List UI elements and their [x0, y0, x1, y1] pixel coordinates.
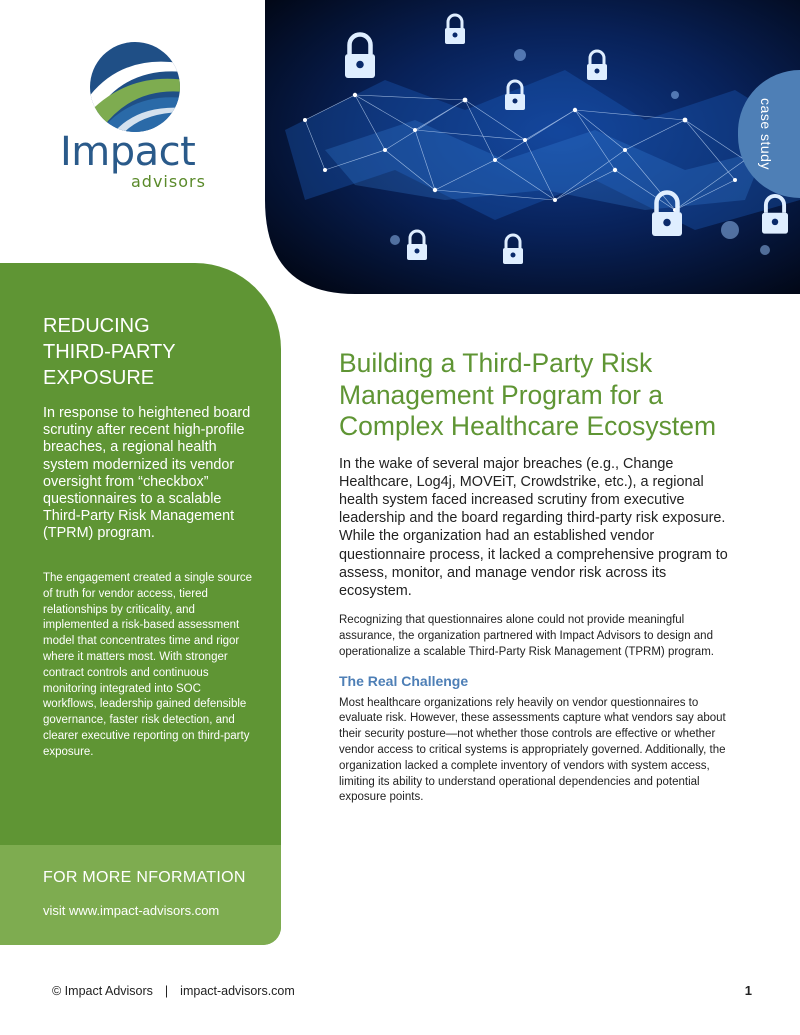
logo-emblem-icon — [90, 42, 180, 132]
sidebar-lead: In response to heightened board scrutiny after recent high-profile breaches, a regional health system modernized its vendor oversight from “checkbox” questionnaires to a scalable Third-Party Risk Management (TPRM) program. — [43, 405, 251, 542]
summary-sidebar — [0, 263, 281, 945]
sidebar-body: The engagement created a single source of truth for vendor access, tiered relationships by criticality, and implemented a risk-based assessment model that concentrates time and rigor where it matters most. With stronger contract controls and continuous monitoring integrated into SOC workflows, leadership gained defensible governance, faster risk detection, and clearer executive reporting on third-party exposure. — [43, 572, 253, 758]
more-info-title: FOR MORE NFORMATION — [43, 869, 246, 886]
company-logo — [60, 42, 210, 192]
sidebar-heading — [43, 313, 253, 391]
more-info-box — [0, 845, 281, 945]
body-paragraph: Most healthcare organizations rely heavily on vendor questionnaires to evaluate risk. However, these assessments capture what vendors say about their security posture—not whether those controls are effective or whether vendor access to critical systems is appropriately governed. Additionally, the organization lacked a complete inventory of vendors with system access, limiting its ability to understand operational dependencies and potential exposure points. — [339, 696, 726, 804]
sidebar-heading-line: REDUCING — [43, 315, 150, 337]
case-study-label: case study — [758, 98, 774, 170]
main-content — [339, 348, 729, 806]
page-number: 1 — [744, 983, 752, 998]
footer-copyright: © Impact Advisors — [52, 984, 153, 998]
intro-paragraph: In the wake of several major breaches (e.g., Change Healthcare, Log4j, MOVEiT, Crowdstrike, etc.), a regional health system faced increased scrutiny from executive leadership and the board regarding third-party risk exposure. While the organization had an established vendor questionnaire process, it lacked a comprehensive program to assess, monitor, and manage vendor risk across its ecosystem. — [339, 455, 728, 599]
page-title: Building a Third-Party Risk Management Program for a Complex Healthcare Ecosystem — [339, 348, 717, 441]
sidebar-heading-line: THIRD-PARTY — [43, 341, 176, 363]
body-paragraph: Recognizing that questionnaires alone could not provide meaningful assurance, the organization partnered with Impact Advisors to design and operationalize a scalable Third-Party Risk Management (TPRM) program. — [339, 614, 714, 658]
footer-site: impact-advisors.com — [180, 984, 295, 998]
page-footer — [52, 984, 752, 998]
hero-image — [265, 0, 800, 294]
website-link[interactable]: visit www.impact-advisors.com — [43, 903, 220, 918]
footer-separator: | — [164, 984, 169, 998]
sidebar-heading-line: EXPOSURE — [43, 367, 155, 389]
logo-wordmark: Impact — [60, 129, 196, 175]
network-lock-illustration — [265, 0, 800, 294]
logo-tagline: advisors — [131, 172, 206, 191]
section-heading: The Real Challenge — [339, 672, 469, 689]
